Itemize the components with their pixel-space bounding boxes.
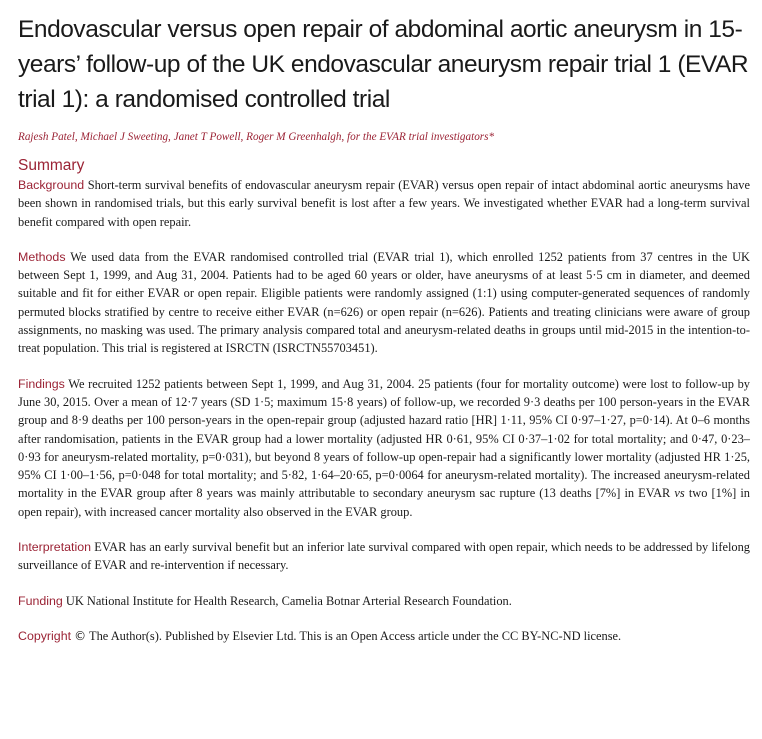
findings-vs: vs	[674, 486, 685, 501]
methods-section	[18, 248, 750, 358]
findings-section	[18, 375, 750, 521]
background-text: Short-term survival benefits of endovascular aneurysm repair (EVAR) versus open repair of intact abdominal aortic aneurysms have been shown in randomised trials, but this early survival benefit is lost after a few years. We investigated whether EVAR had a long-term survival benefit compared with open repair.	[18, 178, 750, 229]
copyright-icon: ©	[74, 628, 87, 643]
copyright-text: The Author(s). Published by Elsevier Ltd. This is an Open Access article under the CC BY-NC-ND license.	[89, 628, 622, 643]
article-page	[18, 12, 750, 645]
methods-text: We used data from the EVAR randomised controlled trial (EVAR trial 1), which enrolled 1252 patients from 37 centres in the UK between Sept 1, 1999, and Aug 31, 2004. Patients had to be aged 60 years or older, have aneurysms of at least 5·5 cm in diameter, and deemed suitable and fit for either EVAR or open repair. Eligible patients were randomly assigned (1:1) using computer-generated sequences of randomly permuted blocks stratified by centre to receive either EVAR (n=626) or open repair (n=626). Patients and treating clinicians were aware of group assignments, no masking was used. The primary analysis compared total and aneurysm-related deaths in groups until mid-2015 in the intention-to-treat population. This trial is registered at ISRCTN (ISRCTN55703451).	[18, 249, 751, 356]
funding-section	[18, 592, 750, 610]
background-label: Background	[18, 178, 85, 192]
copyright-section	[18, 627, 750, 645]
article-title: Endovascular versus open repair of abdominal aortic aneurysm in 15-years’ follow-up of the UK endovascular aneurysm repair trial 1 (EVAR trial 1): a randomised controlled trial	[18, 16, 749, 113]
findings-label: Findings	[18, 376, 65, 391]
interpretation-text: EVAR has an early survival benefit but an inferior late survival compared with open repair, which needs to be addressed by lifelong surveillance of EVAR and re-intervention if necessary.	[18, 540, 750, 573]
funding-label: Funding	[18, 593, 63, 608]
interpretation-section	[18, 538, 750, 575]
background-section	[18, 176, 750, 231]
interpretation-label: Interpretation	[18, 540, 92, 555]
summary-heading: Summary	[18, 157, 85, 174]
copyright-label: Copyright	[18, 628, 72, 643]
funding-text: UK National Institute for Health Research, Camelia Botnar Arterial Research Foundation.	[65, 593, 512, 608]
findings-text: We recruited 1252 patients between Sept 1, 1999, and Aug 31, 2004. 25 patients (four for mortality outcome) were lost to follow-up by June 30, 2015. Over a mean of 12·7 years (SD 1·5; maximum 15·8 years) of follow-up, we recorded 9·3 deaths per 100 person-years in the EVAR group and 8·9 deaths per 100 person-years in the open-repair group (adjusted hazard ratio [HR] 1·11, 95% CI 0·97–1·27, p=0·14). At 0–6 months after randomisation, patients in the EVAR group had a lower mortality (adjusted HR 0·61, 95% CI 0·37–1·02 for total mortality; and 0·47, 0·23–0·93 for aneurysm-related mortality, p=0·031), but beyond 8 years of follow-up open-repair had a significantly lower mortality (adjusted HR 1·25, 95% CI 1·00–1·56, p=0·048 for total mortality; and 5·82, 1·64–20·65, p=0·0064 for aneurysm-related mortality). The increased aneurysm-related mortality in the EVAR group after 8 years was mainly attributable to secondary aneurysm sac rupture (13 deaths [7%] in EVAR	[18, 376, 750, 501]
methods-label: Methods	[18, 249, 66, 264]
findings-text-continued: two [1%] in open repair), with increased cancer mortality also observed in the EVAR group.	[18, 486, 750, 519]
author-list: Rajesh Patel, Michael J Sweeting, Janet T Powell, Roger M Greenhalgh, for the EVAR trial investigators*	[18, 131, 495, 143]
